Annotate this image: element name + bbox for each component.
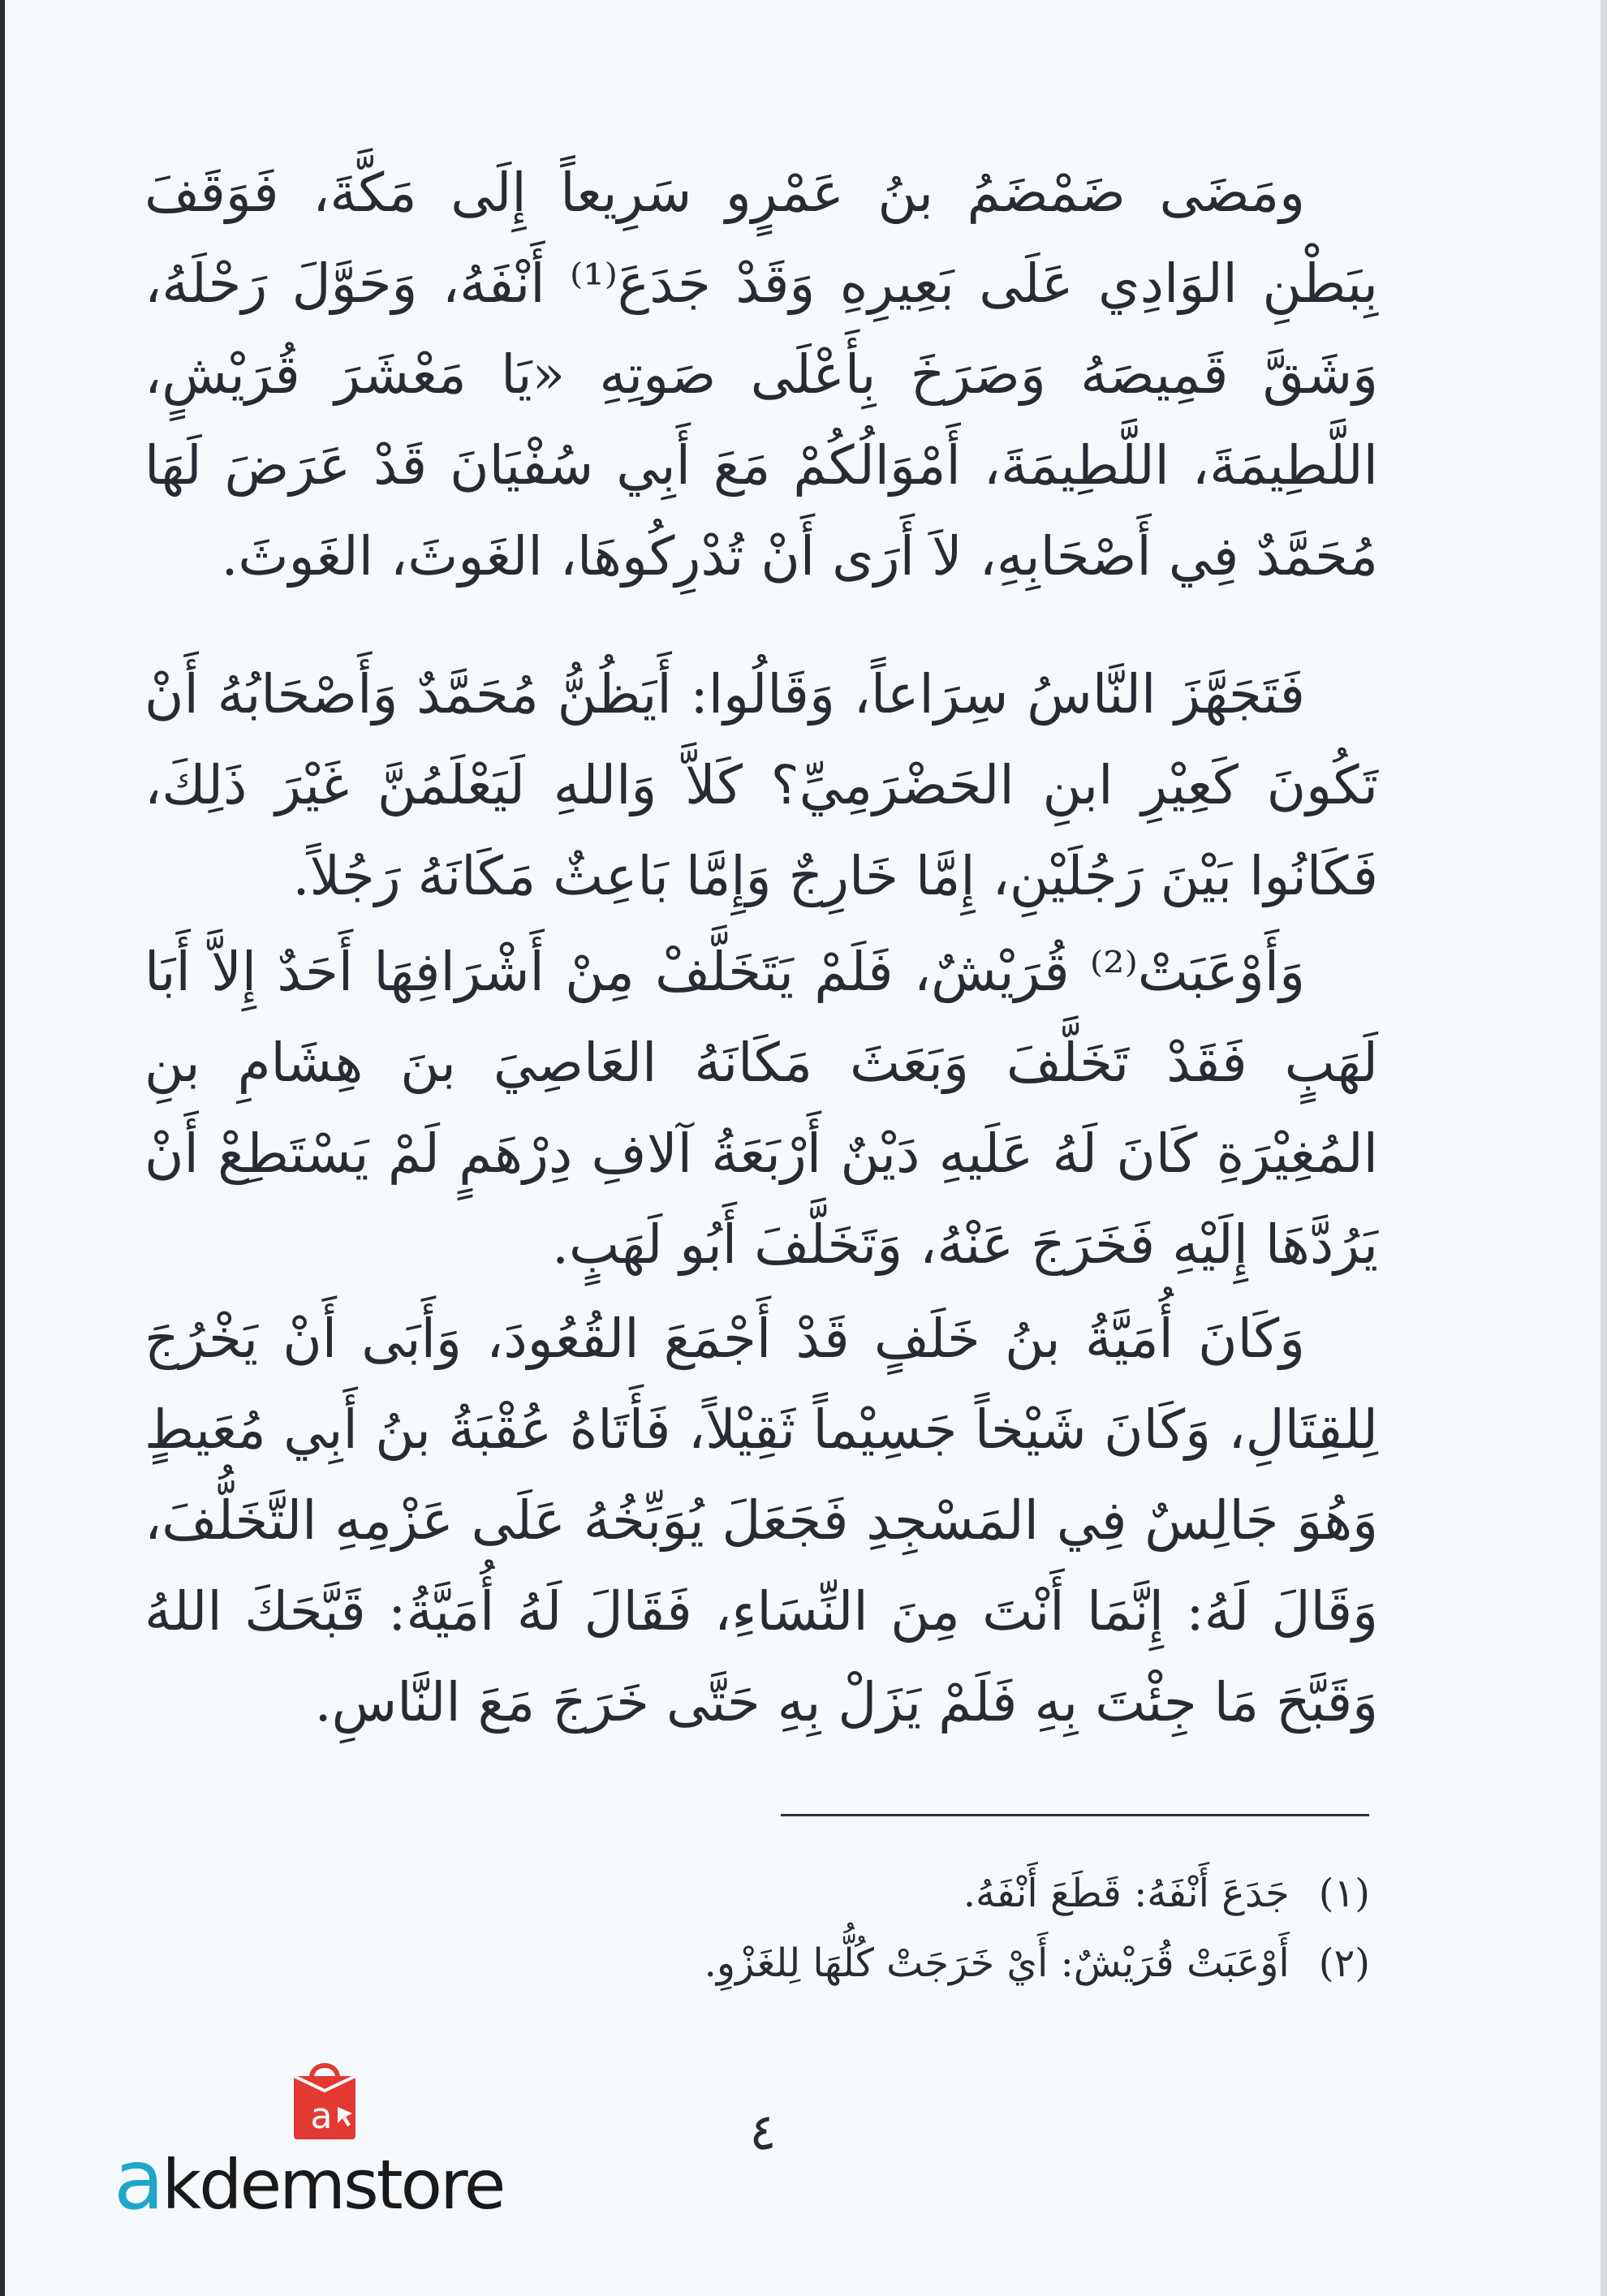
paragraph-4: وَكَانَ أُمَيَّةُ بنُ خَلَفٍ قَدْ أَجْمَعَ القُعُودَ، وَأَبَى أَنْ يَخْرُجَ لِلقِتَالِ، وَكَانَ شَيْخاً جَسِيْماً ثَقِيْلاً، فَأَتَاهُ عُقْبَةُ بنُ أَبِي مُعَيطٍ وَهُوَ جَالِسٌ فِي المَسْجِدِ فَجَعَلَ يُوَبِّخُهُ عَلَى عَزْمِهِ التَّخَلُّفَ، وَقَالَ لَهُ: إِنَّمَا أَنْتَ مِنَ النِّسَاءِ، فَقَالَ لَهُ أُمَيَّةُ: قَبَّحَكَ اللهُ وَقَبَّحَ مَا جِئْتَ بِهِ فَلَمْ يَزَلْ بِهِ حَتَّى خَرَجَ مَعَ النَّاسِ. <box>144 1307 1378 1734</box>
bag-letter: a <box>310 2096 333 2137</box>
page-right-edge <box>1601 0 1607 2296</box>
paragraph-3: وَأَوْعَبَتْ⁽²⁾ قُرَيْشٌ، فَلَمْ يَتَخَلَّفْ مِنْ أَشْرَافِهَا أَحَدٌ إِلاَّ أَبَا لَهَبٍ فَقَدْ تَخَلَّفَ وَبَعَثَ مَكَانَهُ العَاصِيَ بنَ هِشَامِ بنِ المُغِيْرَةِ كَانَ لَهُ عَلَيهِ دَيْنٌ أَرْبَعَةُ آلافِ دِرْهَمٍ لَمْ يَسْتَطِعْ أَنْ يَرُدَّهَا إِلَيْهِ فَخَرَجَ عَنْهُ، وَتَخَلَّفَ أَبُو لَهَبٍ. <box>144 941 1378 1276</box>
footnote-number: (١) <box>1318 1871 1370 1916</box>
logo-letter-a: a <box>114 2132 162 2229</box>
paragraph-1: ومَضَى ضَمْضَمُ بنُ عَمْرٍو سَرِيعاً إِلَى مَكَّةَ، فَوَقَفَ بِبَطْنِ الوَادِي عَلَى بَعِيرِهِ وَقَدْ جَدَعَ⁽¹⁾ أَنْفَهُ، وَحَوَّلَ رَحْلَهُ، وَشَقَّ قَمِيصَهُ وَصَرَخَ بِأَعْلَى صَوتِهِ «يَا مَعْشَرَ قُرَيْشٍ، اللَّطِيمَةَ، اللَّطِيمَةَ، أَمْوَالُكُمْ مَعَ أَبِي سُفْيَانَ قَدْ عَرَضَ لَهَا مُحَمَّدٌ فِي أَصْحَابِهِ، لاَ أَرَى أَنْ تُدْرِكُوهَا، الغَوثَ، الغَوثَ. <box>144 162 1378 588</box>
logo-wordmark <box>114 2132 504 2229</box>
footnote-text: أَوْعَبَتْ قُرَيْشٌ: أَيْ خَرَجَتْ كُلُّهَا لِلغَزْوِ. <box>704 1941 1290 1986</box>
footnote-number: (٢) <box>1318 1941 1370 1986</box>
footnote-1 <box>144 1859 1370 1928</box>
footnote-2 <box>144 1928 1370 1998</box>
paragraph-2: فَتَجَهَّزَ النَّاسُ سِرَاعاً، وَقَالُوا: أَيَظُنُّ مُحَمَّدٌ وَأَصْحَابُهُ أَنْ تَكُونَ كَعِيْرِ ابنِ الحَضْرَمِيِّ؟ كَلاَّ وَاللهِ لَيَعْلَمُنَّ غَيْرَ ذَلِكَ، فَكَانُوا بَيْنَ رَجُلَيْنِ، إِمَّا خَارِجٌ وَإِمَّا بَاعِثٌ مَكَانَهُ رَجُلاً. <box>144 663 1378 907</box>
page-left-edge <box>0 0 5 2296</box>
footnote-separator <box>781 1814 1369 1816</box>
page-number: ٤ <box>749 2102 777 2161</box>
akdemstore-logo <box>114 2053 568 2229</box>
shopping-bag-icon <box>284 2053 365 2143</box>
footnotes <box>144 1859 1370 1998</box>
footnote-text: جَدَعَ أَنْفَهُ: قَطَعَ أَنْفَهُ. <box>963 1871 1290 1916</box>
logo-word: kdemstore <box>162 2145 504 2225</box>
